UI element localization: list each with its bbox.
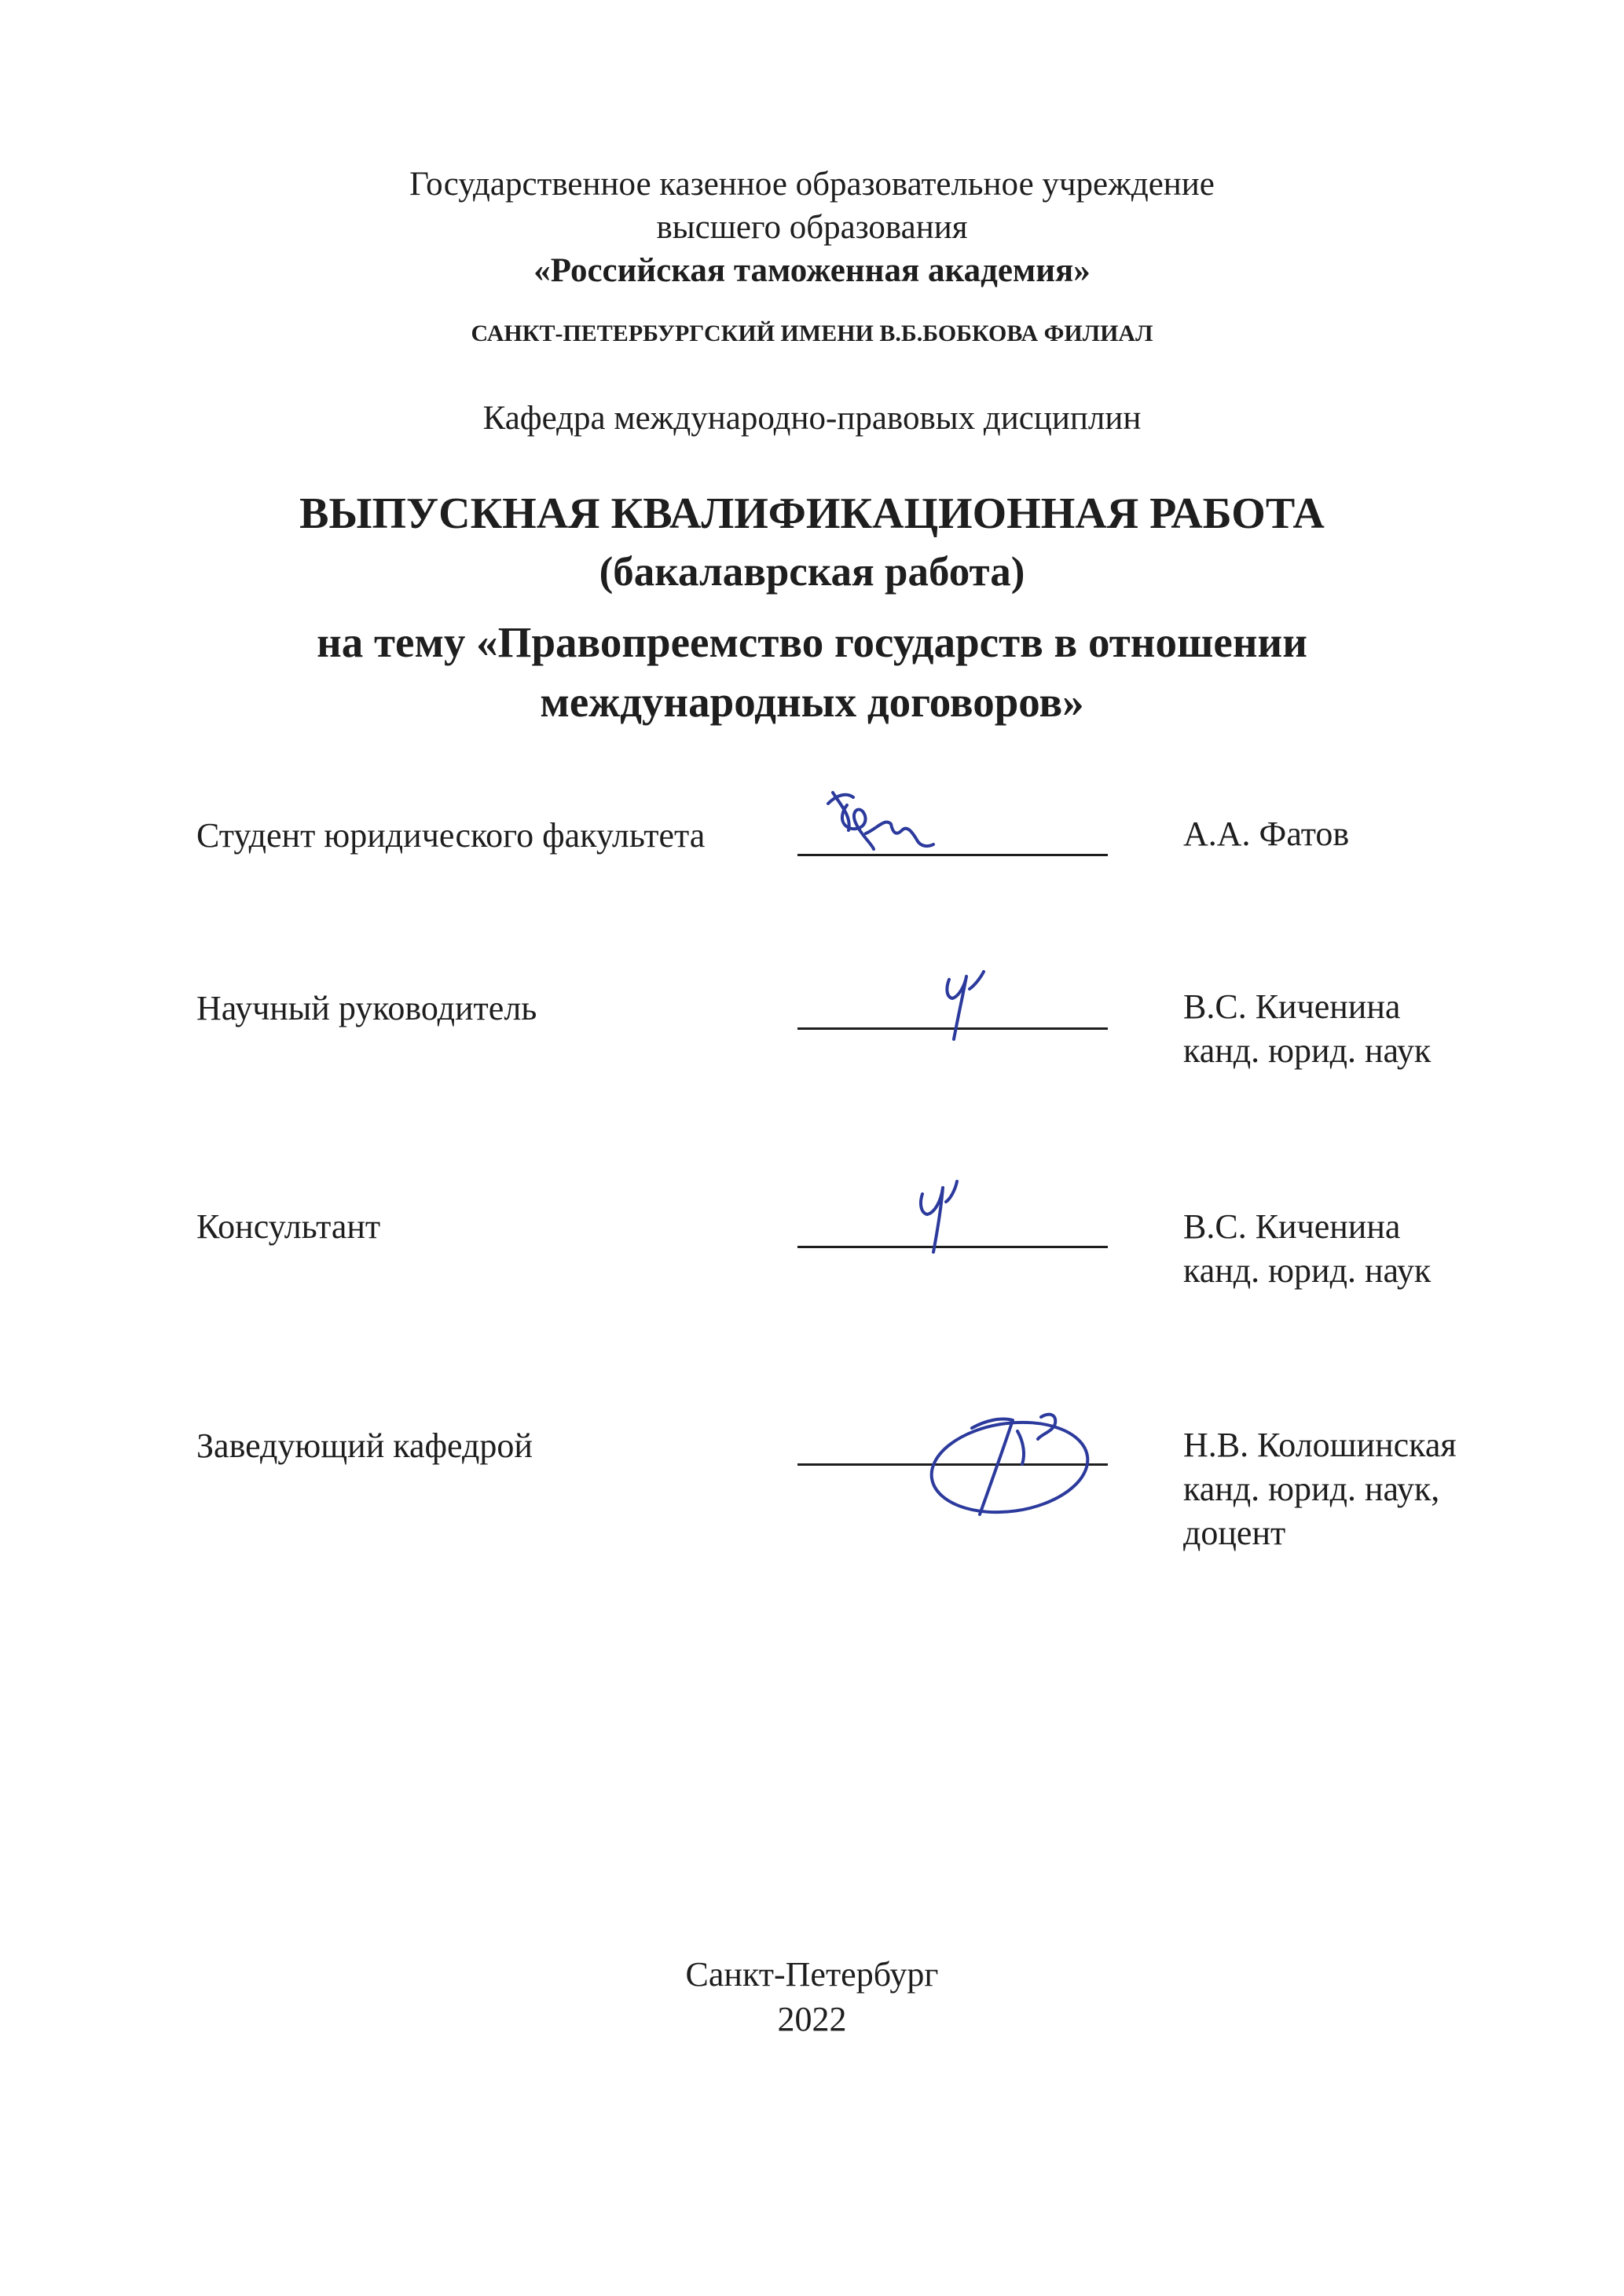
signatory-person-student bbox=[1183, 812, 1349, 856]
academy-name: «Российская таможенная академия» bbox=[533, 252, 1091, 289]
signature-consultant bbox=[911, 1170, 974, 1257]
signatory-name: Н.В. Колошинская bbox=[1183, 1426, 1457, 1464]
signatory-degree: канд. юрид. наук, bbox=[1183, 1470, 1440, 1508]
signature-supervisor bbox=[935, 962, 998, 1049]
department-name: Кафедра международно-правовых дисциплин bbox=[482, 400, 1142, 437]
signatory-name: В.С. Киченина bbox=[1183, 1207, 1401, 1246]
signatory-person-head bbox=[1183, 1423, 1457, 1555]
topic-line-2: международных договоров» bbox=[540, 678, 1084, 726]
document-title: ВЫПУСКНАЯ КВАЛИФИКАЦИОННАЯ РАБОТА bbox=[299, 489, 1325, 538]
signatory-role-consultant: Консультант bbox=[196, 1207, 381, 1246]
institution-line-2: высшего образования bbox=[656, 209, 968, 246]
branch-name: САНКТ-ПЕТЕРБУРГСКИЙ ИМЕНИ В.Б.БОБКОВА ФИЛИАЛ bbox=[471, 320, 1153, 346]
institution-line-1: Государственное казенное образовательное учреждение bbox=[409, 166, 1215, 203]
signatory-person-consultant bbox=[1183, 1205, 1431, 1293]
signature-student bbox=[817, 782, 935, 860]
signatory-person-supervisor bbox=[1183, 985, 1431, 1073]
signatory-degree: канд. юрид. наук bbox=[1183, 1251, 1432, 1290]
signatory-role-supervisor: Научный руководитель bbox=[196, 989, 537, 1027]
year: 2022 bbox=[777, 2000, 847, 2038]
document-subtitle: (бакалаврская работа) bbox=[599, 549, 1025, 595]
signature-head bbox=[923, 1397, 1112, 1522]
signatory-title: доцент bbox=[1183, 1514, 1286, 1552]
signatory-name: В.С. Киченина bbox=[1183, 987, 1401, 1026]
signatory-role-head: Заведующий кафедрой bbox=[196, 1426, 533, 1465]
signatory-role-student: Студент юридического факультета bbox=[196, 816, 706, 855]
city: Санкт-Петербург bbox=[685, 1955, 939, 1994]
topic-line-1: на тему «Правопреемство государств в отношении bbox=[317, 618, 1307, 666]
signatory-degree: канд. юрид. наук bbox=[1183, 1031, 1432, 1070]
signatory-name: А.А. Фатов bbox=[1183, 815, 1350, 853]
